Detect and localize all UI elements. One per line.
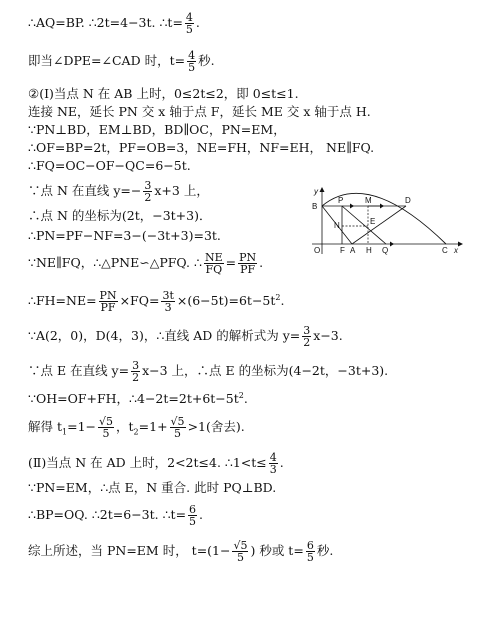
- label-a: A: [350, 246, 356, 255]
- fraction: $\frac{4}{5}$: [185, 11, 193, 36]
- line-1: ∴AQ=BP. ∴2t=4−3t. ∴t= $\frac{4}{5}$ .: [28, 11, 200, 36]
- line-16: 解得 $t_1=1-$ $\frac{√5}{5}$ ，$t_2=1+$ $\frac{√5}{5}$ >1(舍去).: [28, 415, 245, 440]
- label-y: y: [314, 187, 318, 196]
- line-2: 即当∠DPE=∠CAD 时，t= $\frac{4}{5}$ 秒.: [28, 49, 215, 74]
- fraction: $\frac{PN}{PF}$: [99, 289, 117, 315]
- fraction: $\frac{3t}{3}$: [162, 289, 174, 315]
- fraction: $\frac{6}{5}$: [189, 503, 197, 528]
- label-n: N: [334, 221, 340, 230]
- label-m: M: [365, 196, 372, 205]
- line-4: 连接 NE，延长 PN 交 x 轴于点 F，延长 ME 交 x 轴于点 H.: [28, 104, 371, 119]
- line-8: ∵点 N 在直线 y=− $\frac{3}{2}$ x+3 上，: [28, 179, 209, 204]
- fraction: $\frac{3}{2}$: [144, 179, 152, 204]
- label-f: F: [340, 246, 345, 255]
- fraction: $\frac{PN}{PF}$: [239, 251, 257, 276]
- line-5: ∵PN⊥BD，EM⊥BD，BD∥OC，PN=EM，: [28, 122, 286, 137]
- line-19: ∴BP=OQ. ∴2t=6−3t. ∴t= $\frac{6}{5}$ .: [28, 503, 204, 528]
- line-3: ②(Ⅰ)当点 N 在 AB 上时，0≤2t≤2，即 0≤t≤1.: [28, 86, 299, 101]
- y-axis-arrow: [320, 187, 325, 192]
- fraction: $\frac{3}{2}$: [132, 359, 140, 384]
- arrow-p: [350, 204, 354, 209]
- geometry-figure: [308, 186, 464, 256]
- fraction: $\frac{√5}{5}$: [99, 415, 114, 440]
- fraction: $\frac{4}{5}$: [188, 49, 196, 74]
- fraction: $\frac{3}{2}$: [303, 324, 311, 349]
- label-x: x: [454, 246, 458, 255]
- label-e: E: [370, 217, 376, 226]
- fraction: $\frac{4}{3}$: [269, 451, 277, 476]
- line-11: ∵NE∥FQ，∴△PNE∽△PFQ. ∴ $\frac{NE}{FQ}$ = $\frac{PN}{PF}$ .: [28, 251, 264, 276]
- line-10: ∴PN=PF−NF=3−(−3t+3)=3t.: [28, 228, 221, 243]
- line-12: ∴FH=NE= $\frac{PN}{PF}$ ×FQ= $\frac{3t}{3}$ $\times(6-5t)=6t-5t^2$.: [28, 289, 285, 315]
- line-7: ∴FQ=OC−OF−QC=6−5t.: [28, 158, 191, 173]
- fraction: $\frac{√5}{5}$: [170, 415, 185, 440]
- line-18: ∵PN=EM，∴点 E，N 重合. 此时 PQ⊥BD.: [28, 480, 277, 495]
- arrow-m: [380, 204, 384, 209]
- line-15: ∵OH=OF+FH，$\therefore 4-2t=2t+6t-5t^2$.: [28, 391, 248, 407]
- arrow-q: [390, 242, 394, 247]
- label-c: C: [442, 246, 448, 255]
- label-q: Q: [382, 246, 389, 255]
- fraction: $\frac{√5}{5}$: [233, 539, 248, 564]
- line-6: ∴OF=BP=2t，PF=OB=3，NE=FH，NF=EH， NE∥FQ.: [28, 140, 375, 155]
- x-axis-arrow: [458, 242, 463, 247]
- line-17: (Ⅱ)当点 N 在 AD 上时，2<2t≤4. ∴1<t≤ $\frac{4}{3}$ .: [28, 451, 284, 476]
- line-20: 综上所述，当 PN=EM 时， t=(1− $\frac{√5}{5}$ ) 秒或 t= $\frac{6}{5}$ 秒.: [28, 539, 334, 564]
- label-h: H: [366, 246, 372, 255]
- fraction: $\frac{6}{5}$: [306, 539, 314, 564]
- label-p: P: [338, 196, 344, 205]
- label-d: D: [405, 196, 411, 205]
- label-o: O: [314, 246, 321, 255]
- line-9: ∴点 N 的坐标为(2t，−3t+3)．: [28, 208, 212, 223]
- line-13: ∵A(2，0)，D(4，3)，∴直线 AD 的解析式为 y= $\frac{3}{2}$ x−3.: [28, 324, 343, 349]
- line-14: ∵点 E 在直线 y= $\frac{3}{2}$ x−3 上，∴点 E 的坐标为(4−2t，−3t+3).: [28, 359, 389, 384]
- fraction: $\frac{NE}{FQ}$: [204, 251, 223, 276]
- label-b: B: [312, 202, 318, 211]
